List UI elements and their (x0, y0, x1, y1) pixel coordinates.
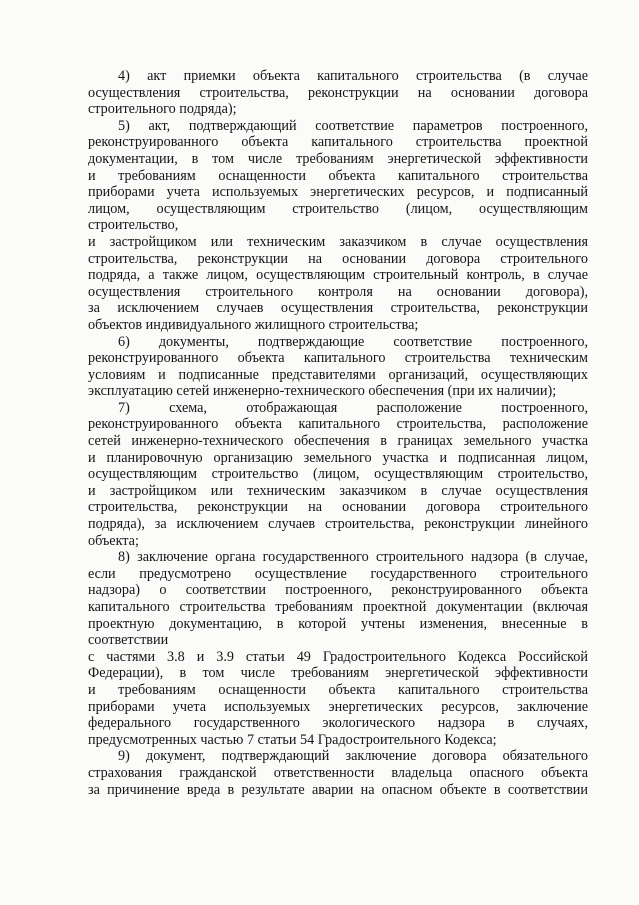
text-line: и планировочную организацию земельного участка и подписанная лицом, (88, 449, 588, 466)
text-line: предусмотренных частью 7 статьи 54 Градостроительного Кодекса; (88, 731, 497, 748)
list-item-8 (88, 549, 588, 748)
text-line: за причинение вреда в результате аварии на опасном объекте в соответствии (88, 781, 588, 798)
list-item-9 (88, 748, 588, 798)
text-line: осуществления строительного контроля на основании договора), (88, 283, 588, 300)
text-line: 8) заключение органа государственного строительного надзора (в случае, (118, 549, 588, 566)
text-line: соответствии (88, 632, 169, 649)
text-line: за исключением случаев осуществления строительства, реконструкции (88, 300, 588, 317)
text-line: Федерации), в том числе требованиям энергетической эффективности (88, 665, 588, 682)
text-line: объекта; (88, 532, 139, 549)
text-line: осуществляющим строительство (лицом, осуществляющим строительство, (88, 466, 588, 483)
text-line: сетей инженерно-технического обеспечения в границах земельного участка (88, 433, 588, 450)
text-line: страхования гражданской ответственности владельца опасного объекта (88, 764, 588, 781)
text-line: эксплуатацию сетей инженерно-технического обеспечения (при их наличии); (88, 383, 557, 400)
text-line: реконструированного объекта капитального строительства, расположение (88, 416, 588, 433)
text-line: строительства, реконструкции на основании договора строительного (88, 499, 588, 516)
text-line: подряда, а также лицом, осуществляющим строительный контроль, в случае (88, 267, 588, 284)
text-line: объектов индивидуального жилищного строительства; (88, 316, 419, 333)
text-line: 9) документ, подтверждающий заключение договора обязательного (118, 748, 588, 765)
text-line: 6) документы, подтверждающие соответствие построенного, (118, 333, 588, 350)
text-line: если предусмотрено осуществление государственного строительного (88, 565, 588, 582)
text-line: надзора) о соответствии построенного, реконструированного объекта (88, 582, 588, 599)
text-line: строительства, реконструкции на основании договора строительного (88, 250, 588, 267)
text-line: 7) схема, отображающая расположение построенного, (118, 399, 588, 416)
text-line: строительного подряда); (88, 101, 237, 118)
text-line: и требованиям оснащенности объекта капитального строительства (88, 167, 588, 184)
text-line: федерального государственного экологического надзора в случаях, (88, 715, 588, 732)
text-line: приборами учета используемых энергетических ресурсов, и подписанный (88, 184, 588, 201)
list-item-7 (88, 400, 588, 549)
text-line: реконструированного объекта капитального строительства проектной (88, 134, 588, 151)
document-body (88, 68, 588, 798)
list-item-4 (88, 68, 588, 118)
text-line: и застройщиком или техническим заказчиком в случае осуществления (88, 482, 588, 499)
text-line: проектную документацию, в которой учтены изменения, внесенные в (88, 615, 588, 632)
text-line: реконструированного объекта капитального строительства техническим (88, 350, 588, 367)
text-line: строительство, (88, 217, 179, 234)
text-line: 4) акт приемки объекта капитального строительства (в случае (118, 68, 588, 84)
text-line: осуществления строительства, реконструкции на основании договора (88, 84, 588, 101)
text-line: 5) акт, подтверждающий соответствие параметров построенного, (118, 117, 588, 134)
text-line: лицом, осуществляющим строительство (лицом, осуществляющим (88, 200, 588, 217)
text-line: и застройщиком или техническим заказчиком в случае осуществления (88, 233, 588, 250)
text-line: условиям и подписанные представителями организаций, осуществляющих (88, 366, 588, 383)
text-line: подряда), за исключением случаев строительства, реконструкции линейного (88, 516, 588, 533)
text-line: с частями 3.8 и 3.9 статьи 49 Градостроительного Кодекса Российской (88, 648, 588, 665)
text-line: приборами учета используемых энергетических ресурсов, заключение (88, 698, 588, 715)
list-item-6 (88, 334, 588, 400)
text-line: и требованиям оснащенности объекта капитального строительства (88, 681, 588, 698)
text-line: документации, в том числе требованиям энергетической эффективности (88, 150, 588, 167)
list-item-5 (88, 118, 588, 334)
text-line: капитального строительства требованиям проектной документации (включая (88, 599, 588, 615)
